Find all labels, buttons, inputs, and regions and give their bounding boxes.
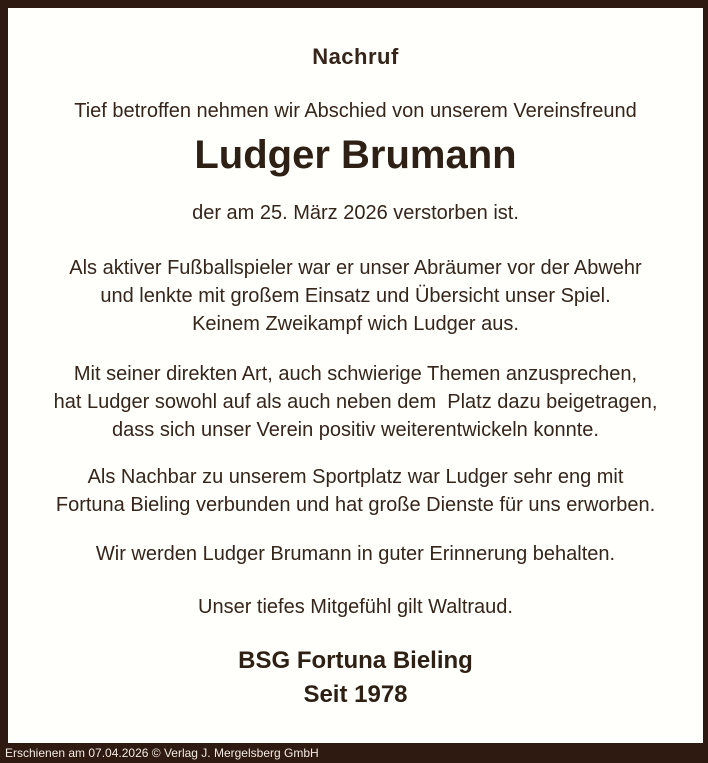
organization-name: BSG Fortuna Bieling xyxy=(238,647,473,674)
paragraph-line: hat Ludger sowohl auf als auch neben dem Platz dazu beigetragen, xyxy=(53,391,658,413)
deceased-name: Ludger Brumann xyxy=(194,133,517,177)
paragraph-line: Als Nachbar zu unserem Sportplatz war Ludger sehr eng mit xyxy=(87,466,624,488)
paragraph-character xyxy=(8,360,703,444)
paragraph-line: dass sich unser Verein positiv weiterentwickeln konnte. xyxy=(112,419,599,441)
paragraph-line: und lenkte mit großem Einsatz und Übersicht unser Spiel. xyxy=(100,285,611,307)
death-date-line: der am 25. März 2026 verstorben ist. xyxy=(192,202,519,224)
publisher-footer-text: Erschienen am 07.04.2026 © Verlag J. Mergelsberg GmbH xyxy=(5,746,319,760)
paragraph-football xyxy=(8,254,703,338)
paragraph-line: Keinem Zweikampf wich Ludger aus. xyxy=(192,313,519,335)
obituary-content xyxy=(8,44,703,712)
paragraph-line: Als aktiver Fußballspieler war er unser Abräumer vor der Abwehr xyxy=(69,257,642,279)
publisher-footer-bar xyxy=(0,743,708,763)
paragraph-remembrance xyxy=(8,540,703,568)
paragraph-neighbor xyxy=(8,463,703,519)
paragraph-line: Wir werden Ludger Brumann in guter Erinnerung behalten. xyxy=(95,543,616,565)
intro-line: Tief betroffen nehmen wir Abschied von unserem Vereinsfreund xyxy=(74,100,637,122)
notice-heading: Nachruf xyxy=(312,44,399,69)
paragraph-condolence xyxy=(8,593,703,621)
paragraph-line: Unser tiefes Mitgefühl gilt Waltraud. xyxy=(198,596,513,618)
paragraph-line: Fortuna Bieling verbunden und hat große Dienste für uns erworben. xyxy=(55,494,656,516)
organization-since-line: Seit 1978 xyxy=(303,681,408,708)
signature-block xyxy=(8,644,703,712)
paragraph-line: Mit seiner direkten Art, auch schwierige Themen anzusprechen, xyxy=(73,363,638,385)
